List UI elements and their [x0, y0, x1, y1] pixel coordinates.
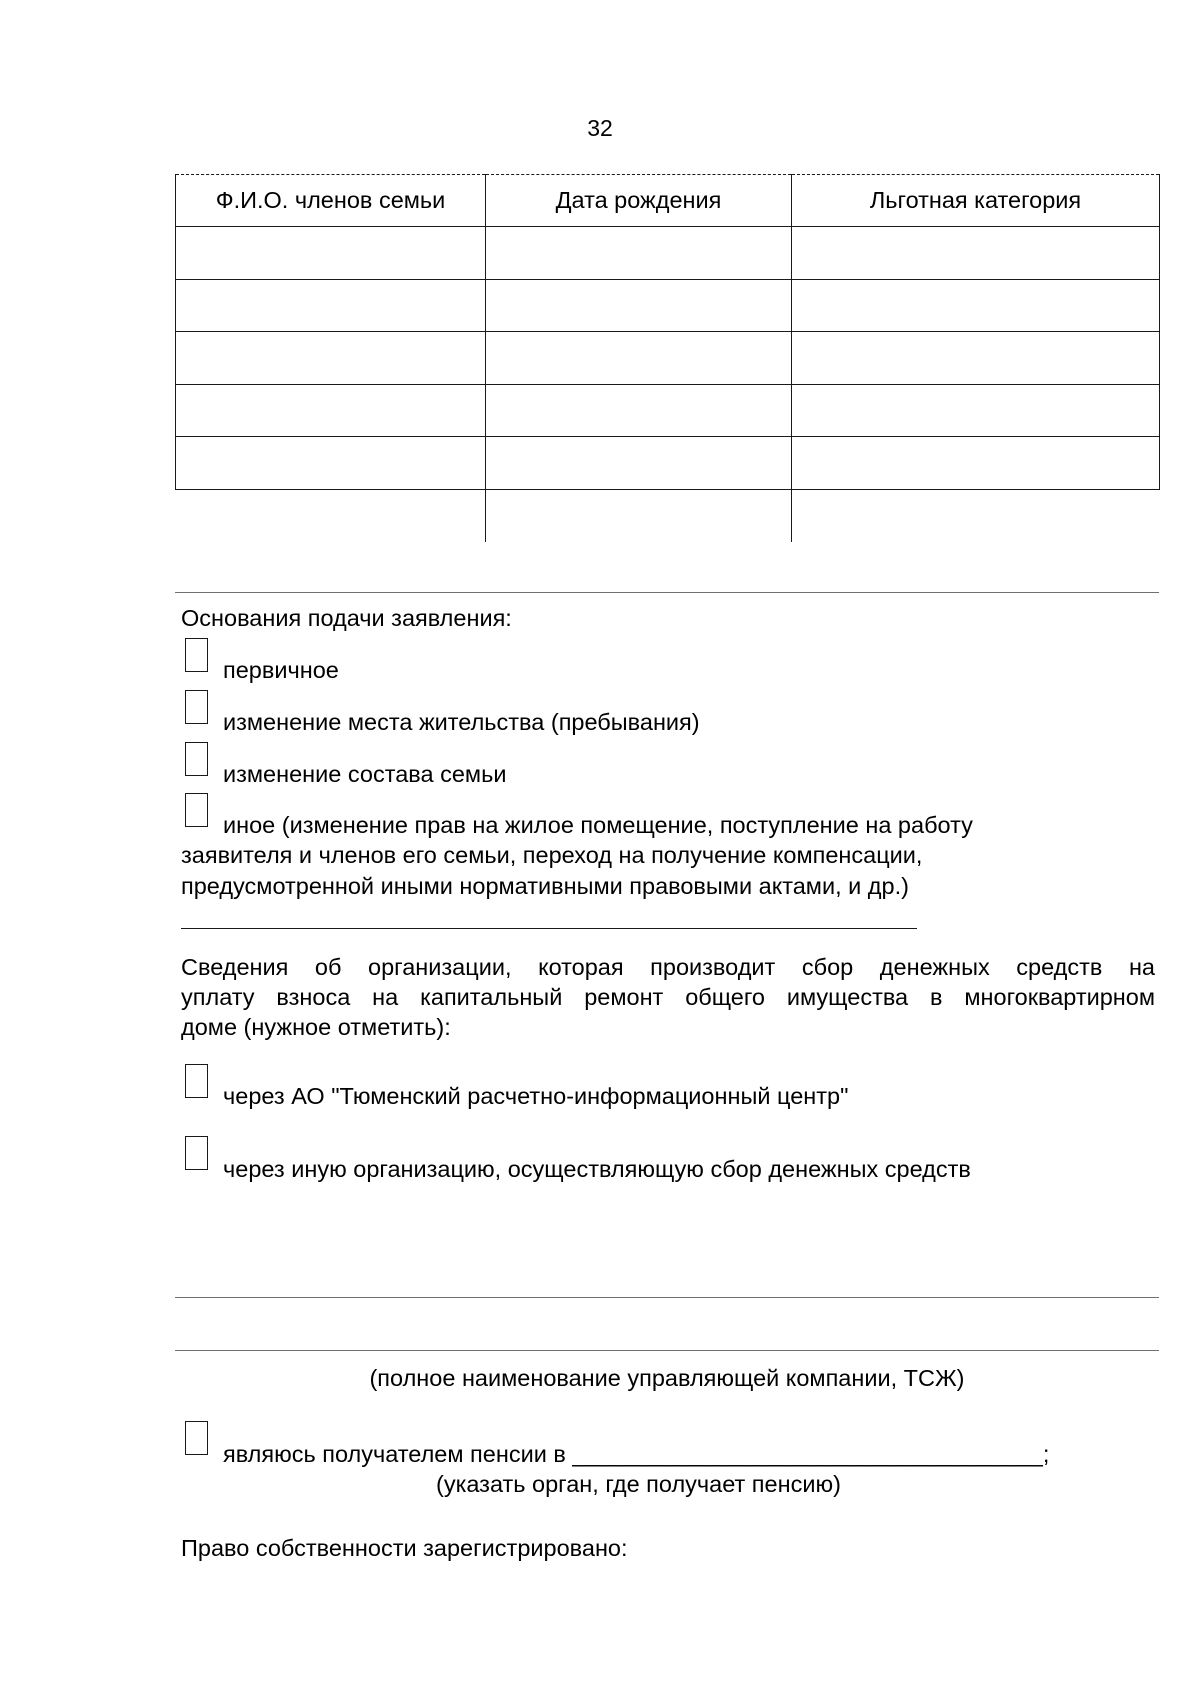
table-cell[interactable] [792, 227, 1160, 280]
table-header-row [176, 175, 1160, 227]
table-cell[interactable] [792, 437, 1160, 490]
pension-label-text: являюсь получателем пенсии в [223, 1441, 566, 1467]
checkbox-tyumen-center[interactable] [185, 1064, 208, 1098]
checkbox-residence-change[interactable] [185, 690, 208, 724]
ownership-title: Право собственности зарегистрировано: [181, 1535, 628, 1561]
grounds-title: Основания подачи заявления: [181, 605, 512, 631]
table-cell[interactable] [486, 332, 792, 385]
table-cell[interactable] [176, 279, 486, 332]
table-cell[interactable] [792, 489, 1160, 542]
option-other-label: иное (изменение прав на жилое помещение, поступление на работу [223, 812, 973, 838]
column-header-birthdate: Дата рождения [486, 175, 792, 227]
option-residence-change-label: изменение места жительства (пребывания) [223, 709, 700, 735]
table-cell[interactable] [176, 227, 486, 280]
organization-intro-line: уплату взноса на капитальный ремонт общего имущества в многоквартирном [181, 984, 1155, 1010]
table-cell[interactable] [486, 279, 792, 332]
option-other-organization-label: через иную организацию, осуществляющую сбор денежных средств [223, 1156, 971, 1182]
checkbox-family-change[interactable] [185, 742, 208, 776]
table-cell[interactable] [486, 384, 792, 437]
table-cell[interactable] [486, 489, 792, 542]
option-other-continuation: заявителя и членов его семьи, переход на получение компенсации, [181, 842, 923, 868]
table-cell[interactable] [176, 332, 486, 385]
organization-intro-line: Сведения об организации, которая производит сбор денежных средств на [181, 954, 1155, 980]
table-row [176, 489, 1160, 542]
page-number: 32 [587, 115, 613, 141]
table-cell[interactable] [792, 332, 1160, 385]
table-row [176, 332, 1160, 385]
table-cell[interactable] [486, 227, 792, 280]
table-row [176, 384, 1160, 437]
option-tyumen-center-label: через АО "Тюменский расчетно-информационный центр" [223, 1083, 849, 1109]
pension-caption: (указать орган, где получает пенсию) [436, 1471, 841, 1497]
checkbox-primary[interactable] [185, 638, 208, 672]
table-cell[interactable] [176, 384, 486, 437]
organization-intro [181, 952, 1155, 1012]
table-cell[interactable] [176, 489, 486, 542]
section-divider [175, 592, 1159, 593]
table-row [176, 279, 1160, 332]
pension-authority-blank[interactable]: ____________________________________ [572, 1441, 1043, 1467]
other-reason-line[interactable] [181, 928, 917, 929]
column-header-name: Ф.И.О. членов семьи [176, 175, 486, 227]
organization-intro-line: доме (нужное отметить): [181, 1014, 451, 1040]
table-row [176, 227, 1160, 280]
option-family-change-label: изменение состава семьи [223, 761, 507, 787]
option-other-continuation: предусмотренной иными нормативными правовыми актами, и др.) [181, 873, 909, 899]
company-name-line[interactable] [175, 1350, 1159, 1351]
company-name-line[interactable] [175, 1297, 1159, 1298]
column-header-benefit-category: Льготная категория [792, 175, 1160, 227]
company-name-caption: (полное наименование управляющей компании, ТСЖ) [369, 1365, 965, 1391]
table-cell[interactable] [792, 384, 1160, 437]
option-primary-label: первичное [223, 657, 339, 683]
checkbox-other[interactable] [185, 793, 208, 827]
table-cell[interactable] [176, 437, 486, 490]
table-cell[interactable] [486, 437, 792, 490]
checkbox-pension-recipient[interactable] [185, 1421, 208, 1455]
pension-line-end: ; [1042, 1441, 1050, 1467]
checkbox-other-organization[interactable] [185, 1136, 208, 1170]
table-cell[interactable] [792, 279, 1160, 332]
family-members-table [175, 174, 1160, 542]
pension-label [223, 1439, 1049, 1469]
table-row [176, 437, 1160, 490]
